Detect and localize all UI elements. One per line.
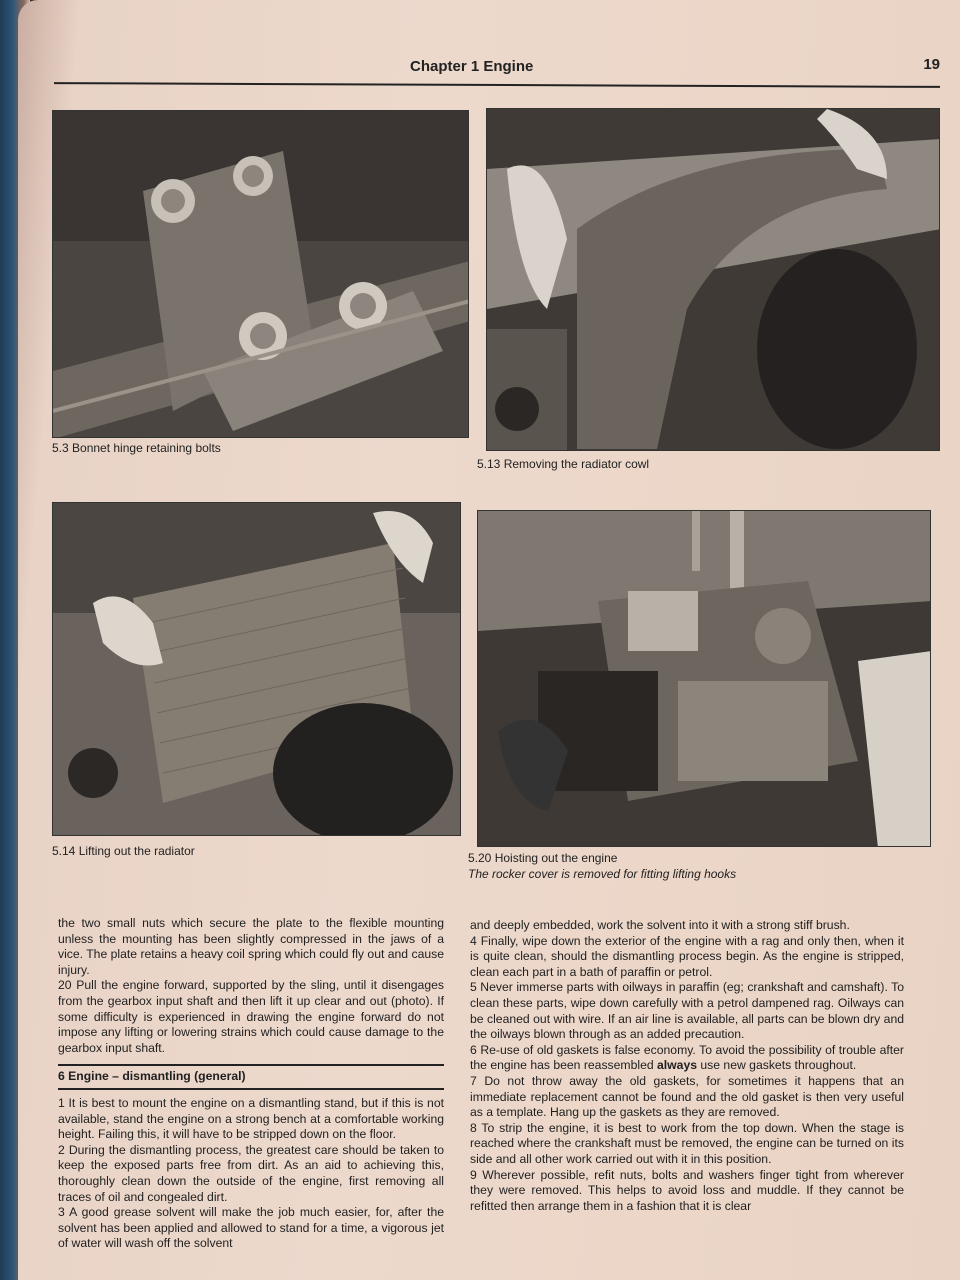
caption-5-20-subtitle: The rocker cover is removed for fitting lifting hooks — [468, 867, 737, 881]
paragraph-8: 8 To strip the engine, it is best to work from the top down. When the stage is reached where the crankshaft must be removed, the engine can be turned on its side and all other work carried out with it in this position. — [470, 1120, 904, 1166]
right-text-column — [470, 918, 904, 1214]
paragraph-6-start: 6 Re-use of old gaskets is false economy. To avoid the possibility of trouble after the engine has been reassembled — [470, 1042, 904, 1073]
photo-hoisting-engine-illustration — [478, 511, 931, 847]
photo-lifting-radiator-illustration — [53, 503, 461, 836]
photo-hoisting-engine — [477, 510, 931, 847]
paragraph-5: 5 Never immerse parts with oilways in paraffin (eg; crankshaft and camshaft). To clean these parts, wipe down carefully with a petrol dampened rag. Oilways can be cleaned out with wire. If an air line is available, all parts can be blown dry and the oilways blown through as an added precaution. — [470, 980, 904, 1042]
paragraph-continued: the two small nuts which secure the plate to the flexible mounting unless the mounting has been slightly compressed in the jaws of a vice. The plate retains a heavy coil spring which could fly out and cause injury. — [58, 916, 444, 977]
paragraph-7: 7 Do not throw away the old gaskets, for sometimes it happens that an immediate replacement cannot be found and the old gasket is then very useful as a template. Hang up the gaskets as they are removed. — [470, 1073, 904, 1120]
paragraph-6-emphasis: always — [657, 1058, 697, 1073]
caption-5-13: 5.13 Removing the radiator cowl — [477, 457, 650, 471]
photo-bonnet-hinge — [52, 110, 469, 438]
book-page — [18, 0, 960, 1280]
section-paragraph-3: 3 A good grease solvent will make the job much easier, for, after the solvent has been applied and allowed to stand for a time, a vigorous jet of water will wash off the solvent — [58, 1205, 444, 1251]
photo-radiator-cowl-illustration — [487, 109, 940, 451]
section-heading: 6 Engine – dismantling (general) — [58, 1064, 444, 1090]
paragraph-continued-right: and deeply embedded, work the solvent into it with a strong stiff brush. — [470, 918, 850, 932]
photo-lifting-radiator — [52, 502, 461, 836]
caption-5-3: 5.3 Bonnet hinge retaining bolts — [52, 441, 221, 455]
photo-radiator-cowl — [486, 108, 940, 451]
section-paragraph-1: 1 It is best to mount the engine on a dismantling stand, but if this is not available, stand the engine on a strong bench at a comfortable working height. Failing this, it will have to be stripped down on the floor. — [58, 1095, 444, 1142]
running-head: Chapter 1 Engine — [410, 58, 534, 75]
caption-5-20-title: 5.20 Hoisting out the engine — [468, 851, 618, 865]
left-text-column — [58, 916, 444, 1252]
paragraph-6-end: use new gaskets throughout. — [697, 1058, 857, 1073]
paragraph-6 — [470, 1043, 904, 1074]
page-number: 19 — [923, 56, 940, 73]
paragraph-4: 4 Finally, wipe down the exterior of the engine with a rag and only then, when it is quite clean, should the dismantling process begin. As the engine is stripped, clean each part in a bath of paraffin or petrol. — [470, 933, 904, 979]
section-paragraph-2: 2 During the dismantling process, the greatest care should be taken to keep the exposed parts free from dirt. As an aid to achieving this, thoroughly clean down the outside of the engine, first removing all traces of oil and congealed dirt. — [58, 1142, 444, 1204]
caption-5-20 — [468, 850, 736, 882]
header-rule — [54, 82, 940, 88]
photo-bonnet-hinge-illustration — [53, 111, 469, 438]
paragraph-20: 20 Pull the engine forward, supported by the sling, until it disengages from the gearbox input shaft and then lift it up clear and out (photo). If some difficulty is experienced in drawing the engine forward do not impose any lifting or lowering strains which could cause damage to the gearbox input shaft. — [58, 978, 444, 1055]
caption-5-14: 5.14 Lifting out the radiator — [52, 844, 195, 858]
paragraph-9: 9 Wherever possible, refit nuts, bolts and washers finger tight from wherever they were removed. This helps to avoid loss and muddle. If they cannot be refitted then arrange them in a fashion that it is clear — [470, 1167, 904, 1213]
